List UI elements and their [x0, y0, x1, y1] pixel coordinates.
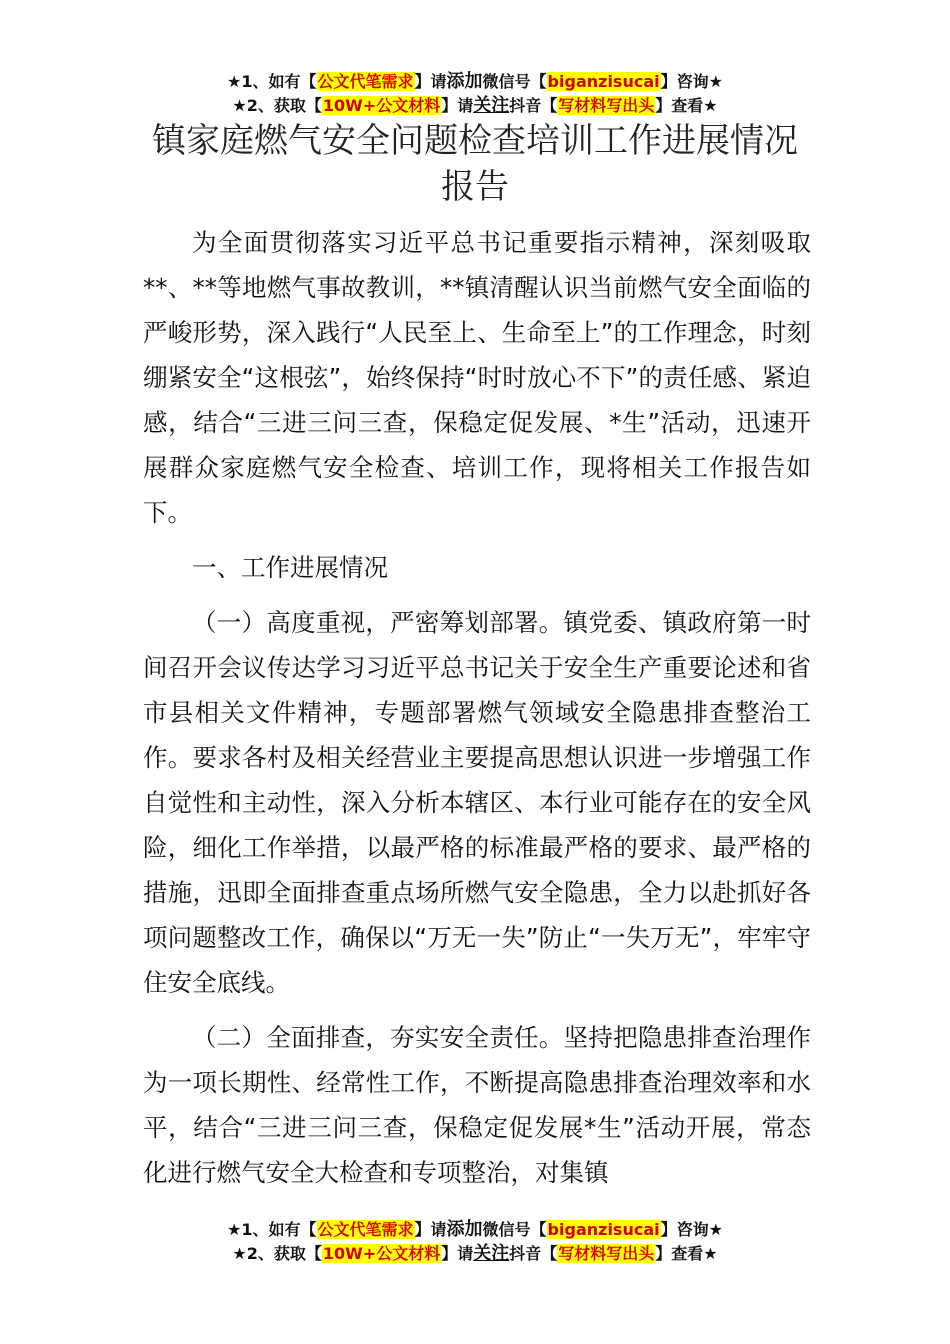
banner-text: 抖音【: [509, 96, 558, 115]
banner-emphasis: 添加: [446, 1219, 483, 1240]
banner-text: 】查看★: [655, 1244, 718, 1263]
banner-text: 】请: [441, 1244, 474, 1263]
document-body: [143, 220, 811, 1195]
banner-highlight: 10W+公文材料: [322, 96, 441, 115]
banner-highlight: biganzisucai: [547, 72, 660, 91]
banner-highlight: 公文代笔需求: [317, 1220, 414, 1239]
banner-emphasis: 关注: [473, 95, 510, 116]
banner-line-1: [0, 1218, 950, 1242]
banner-highlight: 10W+公文材料: [322, 1244, 441, 1263]
banner-highlight: 写材料写出头: [558, 96, 655, 115]
document-title: 镇家庭燃气安全问题检查培训工作进展情况报告: [152, 121, 798, 207]
banner-text: ★1、如有【: [227, 72, 317, 91]
banner-line-2: [0, 94, 950, 118]
banner-text: 微信号【: [482, 1220, 547, 1239]
bottom-banner: [0, 1218, 950, 1266]
body-paragraph: （一）高度重视，严密筹划部署。镇党委、镇政府第一时间召开会议传达学习习近平总书记关于安全生产重要论述和省市县相关文件精神，专题部署燃气领域安全隐患排查整治工作。要求各村及相关经营业主要提高思想认识进一步增强工作自觉性和主动性，深入分析本辖区、本行业可能存在的安全风险，细化工作举措，以最严格的标准最严格的要求、最严格的措施，迅即全面排查重点场所燃气安全隐患，全力以赴抓好各项问题整改工作，确保以“万无一失”防止“一失万无”，牢牢守住安全底线。: [143, 608, 811, 997]
banner-text: ★2、获取【: [232, 1244, 322, 1263]
banner-emphasis: 添加: [446, 71, 483, 92]
banner-text: ★1、如有【: [227, 1220, 317, 1239]
banner-line-1: [0, 70, 950, 94]
banner-highlight: 写材料写出头: [558, 1244, 655, 1263]
body-paragraph: （二）全面排查，夯实安全责任。坚持把隐患排查治理作为一项长期性、经常性工作，不断提高隐患排查治理效率和水平，结合“三进三问三查，保稳定促发展*生”活动开展，常态化进行燃气安全大检查和专项整治，对集镇: [143, 1023, 811, 1187]
banner-highlight: biganzisucai: [547, 1220, 660, 1239]
top-banner: [0, 70, 950, 118]
banner-emphasis: 关注: [473, 1243, 510, 1264]
banner-line-2: [0, 1242, 950, 1266]
banner-text: 】请: [414, 1220, 447, 1239]
section-heading: 一、工作进展情况: [192, 553, 388, 582]
banner-text: 微信号【: [482, 72, 547, 91]
banner-text: 】咨询★: [660, 72, 723, 91]
banner-highlight: 公文代笔需求: [317, 72, 414, 91]
banner-text: 】查看★: [655, 96, 718, 115]
intro-paragraph: 为全面贯彻落实习近平总书记重要指示精神，深刻吸取**、**等地燃气事故教训，**镇清醒认识当前燃气安全面临的严峻形势，深入践行“人民至上、生命至上”的工作理念，时刻绷紧安全“这根弦”，始终保持“时时放心不下”的责任感、紧迫感，结合“三进三问三查，保稳定促发展、*生”活动，迅速开展群众家庭燃气安全检查、培训工作，现将相关工作报告如下。: [143, 228, 811, 527]
banner-text: ★2、获取【: [232, 96, 322, 115]
banner-text: 】咨询★: [660, 1220, 723, 1239]
banner-text: 抖音【: [509, 1244, 558, 1263]
banner-text: 】请: [441, 96, 474, 115]
banner-text: 】请: [414, 72, 447, 91]
